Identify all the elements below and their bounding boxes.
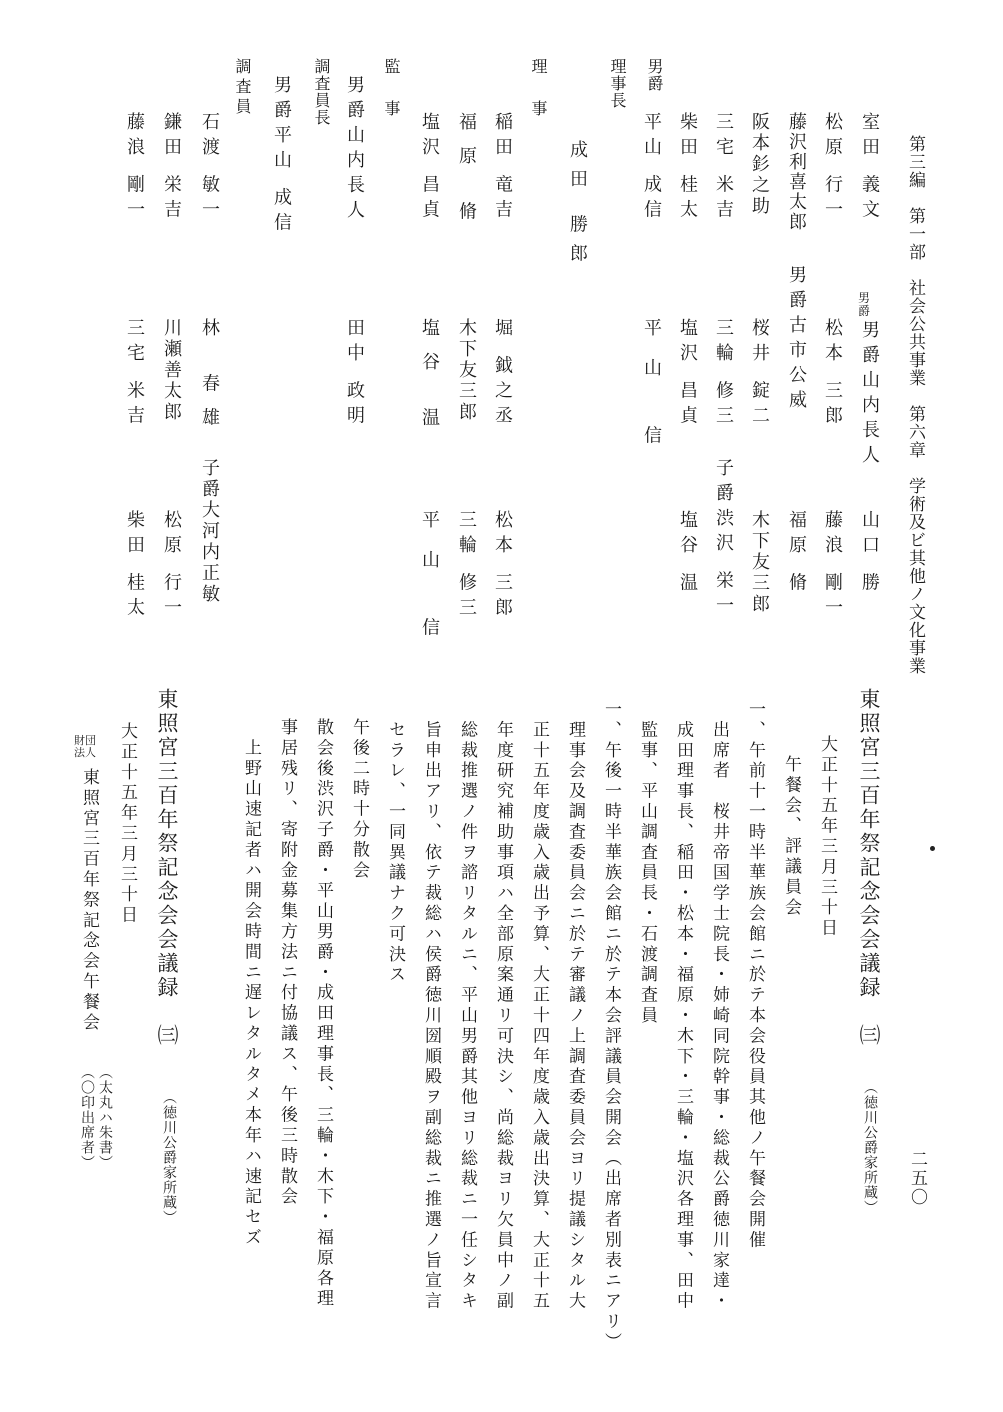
record-source: （徳川公爵家所蔵） (862, 1080, 878, 1215)
name-entry: 川瀬善太郎 (161, 318, 182, 423)
role-label: 調査員 (233, 58, 252, 118)
name-entry: 林 春雄 (199, 318, 220, 442)
noble-title: 男 爵 (858, 291, 871, 318)
running-header: 第三編 第一部 社会公共事業 第六章 学術及ビ其他ノ文化事業 (905, 135, 925, 675)
name-entry: 塩谷 温 (419, 318, 440, 442)
record-line: 旨申出アリ、依テ裁総ハ侯爵徳川圀順殿ヲ副総裁ニ推選ノ旨宣言 (421, 700, 441, 1312)
org-prefix-top: 財団 (74, 734, 96, 747)
name-entry: 鎌田 栄吉 (161, 112, 182, 225)
ink-mark (930, 846, 935, 851)
record-note: （太丸ハ朱書） (97, 1065, 113, 1170)
name-entry: 塩沢 昌貞 (419, 112, 440, 225)
name-entry: 木下友三郎 (749, 510, 770, 615)
name-entry: 田中 政明 (344, 318, 365, 431)
name-entry: 三宅 米吉 (124, 318, 145, 431)
record-line: 成田理事長、稲田・松本・福原・木下・三輪・塩沢各理事、田中 (673, 700, 693, 1312)
name-entry: 子爵渋沢 栄一 (713, 458, 734, 621)
record-date: 大正十五年三月三十日 (117, 722, 137, 926)
name-entry: 堀 鉞之丞 (492, 318, 513, 431)
record-line: 出席者 桜井帝国学士院長・姉崎同院幹事・総裁公爵徳川家達・ (709, 700, 729, 1312)
name-entry: 藤沢利喜太郎 (786, 112, 807, 232)
record-line: セラレ、一同異議ナク可決ス (385, 700, 405, 986)
name-entry: 松本 三郎 (492, 510, 513, 623)
name-entry: 塩沢 昌貞 (677, 318, 698, 431)
record-source: （徳川公爵家所蔵） (161, 1090, 177, 1225)
name-entry: 平山 信 (419, 510, 440, 658)
name-entry: 平山 信 (641, 318, 662, 466)
page-number: 二五〇 (907, 1150, 927, 1207)
name-entry: 石渡 敏一 (199, 112, 220, 225)
org-prefix-bottom: 法人 (74, 746, 96, 760)
record-line: 正十五年度歳入歳出予算、大正十四年度歳入歳出決算、大正十五 (529, 700, 549, 1312)
name-entry: 松原 行一 (822, 112, 843, 225)
name-entry: 阪本釤之助 (749, 112, 770, 217)
record-organization: 東照宮三百年祭記念会午餐会 (79, 768, 99, 1034)
name-entry: 塩谷 温 (677, 510, 698, 598)
role-label: 理事 (529, 58, 548, 142)
name-entry: 男爵平山 成信 (271, 75, 292, 238)
name-entry: 木下友三郎 (456, 318, 477, 423)
record-line: 一、午後一時半華族会館ニ於テ本会評議員会開会（出席者別表ニアリ） (601, 700, 621, 1353)
name-entry: 松本 三郎 (822, 318, 843, 431)
name-entry: 松原 行一 (161, 510, 182, 623)
name-entry: 平山 成信 (641, 112, 662, 225)
record-title: 東照宮三百年祭記念会会議録 ㈢ (857, 688, 881, 1048)
name-entry: 桜井 錠二 (749, 318, 770, 431)
name-entry: 藤浪 剛一 (822, 510, 843, 623)
record-line: 事居残リ、寄附金募集方法ニ付協議ス、午後三時散会 (277, 718, 297, 1208)
name-entry: 稲田 竜吉 (492, 112, 513, 225)
record-line: 理事会及調査委員会ニ於テ審議ノ上調査委員会ヨリ提議シタル大 (565, 700, 585, 1312)
name-entry: 子爵大河内正敏 (199, 458, 220, 605)
record-note: （〇印出席者） (79, 1065, 95, 1170)
record-line: 一、午前十一時半華族会館ニ於テ本会役員其他ノ午餐会開催 (745, 700, 765, 1251)
record-line: 散会後渋沢子爵・平山男爵・成田理事長、三輪・木下・福原各理 (313, 718, 333, 1310)
role-label: 理事長 (608, 58, 627, 109)
record-line: 年度研究補助事項ハ全部原案通リ可決シ、尚総裁ヨリ欠員中ノ副 (493, 700, 513, 1312)
name-entry: 藤浪 剛一 (124, 112, 145, 225)
name-entry: 柴田 桂太 (677, 112, 698, 225)
name-entry: 男爵山内長人 (344, 75, 365, 225)
name-entry: 男爵古市公威 (786, 265, 807, 415)
record-date: 大正十五年三月三十日 (817, 735, 837, 939)
name-entry: 山口 勝 (859, 510, 880, 598)
org-prefix (73, 735, 97, 759)
name-entry: 三輪 修三 (713, 318, 734, 431)
name-entry: 柴田 桂太 (124, 510, 145, 623)
name-entry: 成田 勝郎 (567, 140, 588, 273)
record-line: 監事、平山調査員長・石渡調査員 (637, 700, 657, 1027)
record-line: 上野山速記者ハ開会時間ニ遅レタルタメ本年ハ速記セズ (241, 718, 261, 1249)
record-subtitle: 午餐会、評議員会 (781, 755, 801, 919)
record-line: 総裁推選ノ件ヲ諮リタルニ、平山男爵其他ヨリ総裁ニ一任シタキ (457, 700, 477, 1312)
role-label: 調査員長 (312, 58, 331, 126)
record-line: 午後二時十分散会 (349, 718, 369, 882)
role-label: 監事 (382, 58, 401, 142)
name-entry: 三宅 米吉 (713, 112, 734, 225)
name-entry: 福原 脩 (786, 510, 807, 598)
name-entry: 三輪 修三 (456, 510, 477, 623)
name-entry: 男爵山内長人 (859, 320, 880, 470)
name-entry: 室田 義文 (859, 112, 880, 225)
record-title: 東照宮三百年祭記念会会議録 ㈢ (155, 688, 179, 1048)
role-label: 男爵 (645, 58, 664, 92)
name-entry: 福原 脩 (456, 112, 477, 236)
